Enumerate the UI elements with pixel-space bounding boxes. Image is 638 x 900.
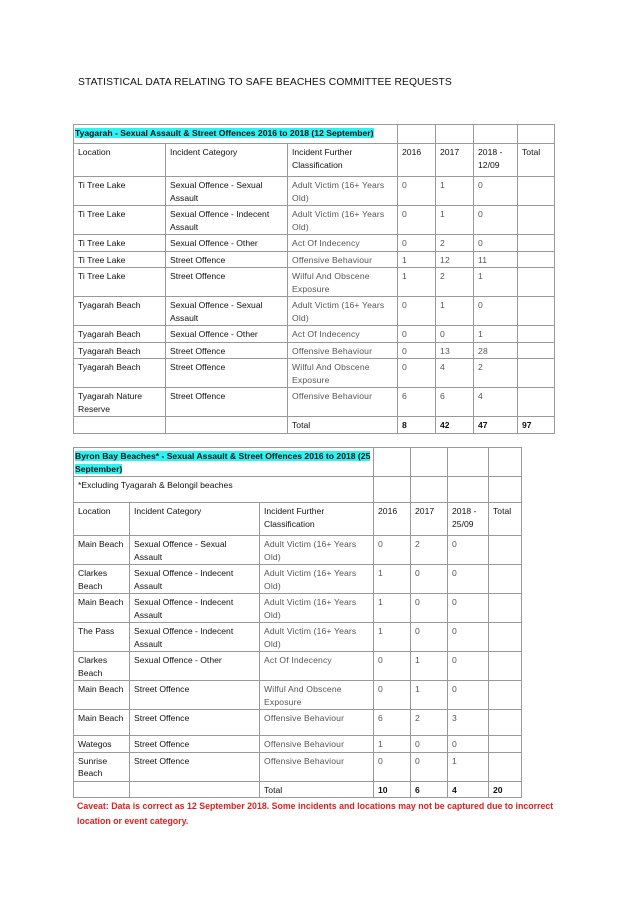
location-cell: Main Beach (74, 536, 130, 565)
value-2017-cell: 1 (411, 652, 448, 681)
value-2017-cell: 2 (436, 268, 474, 297)
empty-cell (489, 448, 522, 477)
value-2016-cell: 0 (398, 235, 436, 252)
total-cell (518, 206, 555, 235)
total-cell (518, 251, 555, 268)
table-row (74, 652, 522, 681)
value-2018-cell: 0 (448, 652, 489, 681)
value-2017-cell: 1 (436, 206, 474, 235)
value-2017-cell: 2 (436, 235, 474, 252)
value-2018-cell: 3 (448, 710, 489, 736)
table-row (74, 388, 555, 417)
value-2017-cell: 13 (436, 342, 474, 359)
value-2017-cell: 2 (411, 536, 448, 565)
category-cell: Sexual Offence - Indecent Assault (130, 594, 260, 623)
value-2016-cell: 0 (374, 752, 411, 781)
total-value: 97 (518, 417, 555, 434)
value-2017-cell: 1 (436, 177, 474, 206)
total-cell (518, 297, 555, 326)
value-2016-cell: 0 (398, 177, 436, 206)
value-2016-cell: 1 (374, 623, 411, 652)
location-cell: Ti Tree Lake (74, 268, 166, 297)
empty-cell (166, 417, 288, 434)
value-2018-cell: 0 (474, 235, 518, 252)
category-cell: Sexual Offence - Other (166, 235, 288, 252)
location-cell: Tyagarah Beach (74, 326, 166, 343)
value-2018-cell: 1 (474, 326, 518, 343)
value-2018-cell: 0 (448, 681, 489, 710)
classification-cell: Act Of Indecency (288, 326, 398, 343)
empty-cell (448, 477, 489, 503)
document-title: STATISTICAL DATA RELATING TO SAFE BEACHES COMMITTEE REQUESTS (78, 77, 452, 88)
column-header: Incident Category (130, 503, 260, 536)
column-header: 2016 (374, 503, 411, 536)
location-cell: Clarkes Beach (74, 565, 130, 594)
category-cell: Street Offence (130, 710, 260, 736)
empty-cell (398, 125, 436, 144)
location-cell: Tyagarah Beach (74, 297, 166, 326)
table-row (74, 536, 522, 565)
category-cell: Street Offence (166, 251, 288, 268)
value-2016-cell: 0 (398, 342, 436, 359)
location-cell: Sunrise Beach (74, 752, 130, 781)
location-cell: Tyagarah Nature Reserve (74, 388, 166, 417)
value-2018-cell: 4 (474, 388, 518, 417)
column-header: 2018 - 25/09 (448, 503, 489, 536)
value-2018-cell: 0 (448, 594, 489, 623)
category-cell: Sexual Offence - Indecent Assault (130, 565, 260, 594)
classification-cell: Act Of Indecency (260, 652, 374, 681)
value-2016-cell: 0 (374, 681, 411, 710)
table-row (74, 251, 555, 268)
value-2016-cell: 6 (398, 388, 436, 417)
column-header: Location (74, 503, 130, 536)
table-row (74, 297, 555, 326)
classification-cell: Act Of Indecency (288, 235, 398, 252)
classification-cell: Adult Victim (16+ Years Old) (288, 297, 398, 326)
category-cell: Sexual Offence - Sexual Assault (166, 177, 288, 206)
category-cell: Street Offence (166, 268, 288, 297)
location-cell: Clarkes Beach (74, 652, 130, 681)
table-heading (74, 448, 374, 477)
total-cell (518, 235, 555, 252)
total-cell (489, 536, 522, 565)
total-value: 42 (436, 417, 474, 434)
total-cell (489, 736, 522, 753)
value-2018-cell: 2 (474, 359, 518, 388)
total-value: 10 (374, 781, 411, 798)
category-cell: Street Offence (166, 342, 288, 359)
total-cell (489, 565, 522, 594)
value-2017-cell: 0 (436, 326, 474, 343)
total-value: 8 (398, 417, 436, 434)
total-cell (489, 681, 522, 710)
classification-cell: Adult Victim (16+ Years Old) (260, 623, 374, 652)
empty-cell (374, 448, 411, 477)
column-header: Location (74, 144, 166, 177)
value-2017-cell: 0 (411, 565, 448, 594)
category-cell: Street Offence (130, 681, 260, 710)
table-row (74, 736, 522, 753)
category-cell: Sexual Offence - Sexual Assault (130, 536, 260, 565)
empty-cell (130, 781, 260, 798)
category-cell: Sexual Offence - Other (166, 326, 288, 343)
category-cell: Street Offence (166, 359, 288, 388)
classification-cell: Offensive Behaviour (260, 736, 374, 753)
value-2018-cell: 28 (474, 342, 518, 359)
value-2017-cell: 1 (411, 681, 448, 710)
value-2016-cell: 1 (398, 251, 436, 268)
table-note-row (74, 477, 522, 503)
location-cell: Tyagarah Beach (74, 342, 166, 359)
empty-cell (411, 448, 448, 477)
location-cell: Ti Tree Lake (74, 251, 166, 268)
total-cell (518, 359, 555, 388)
value-2016-cell: 0 (374, 652, 411, 681)
classification-cell: Adult Victim (16+ Years Old) (288, 177, 398, 206)
value-2016-cell: 0 (398, 297, 436, 326)
value-2016-cell: 0 (398, 326, 436, 343)
category-cell: Street Offence (166, 388, 288, 417)
value-2018-cell: 0 (474, 206, 518, 235)
classification-cell: Offensive Behaviour (288, 388, 398, 417)
value-2018-cell: 0 (448, 536, 489, 565)
total-value: 47 (474, 417, 518, 434)
value-2017-cell: 0 (411, 623, 448, 652)
total-label: Total (288, 417, 398, 434)
total-cell (518, 342, 555, 359)
value-2018-cell: 0 (474, 297, 518, 326)
location-cell: Main Beach (74, 594, 130, 623)
location-cell: Wategos (74, 736, 130, 753)
column-header: 2018 - 12/09 (474, 144, 518, 177)
empty-cell (411, 477, 448, 503)
total-cell (489, 594, 522, 623)
column-header: 2017 (436, 144, 474, 177)
total-row (74, 781, 522, 798)
table-row (74, 681, 522, 710)
classification-cell: Adult Victim (16+ Years Old) (260, 536, 374, 565)
table-row (74, 359, 555, 388)
tyagarah-table (73, 124, 555, 434)
total-cell (489, 752, 522, 781)
table-row (74, 177, 555, 206)
category-cell: Street Offence (130, 736, 260, 753)
table-heading-text: Byron Bay Beaches* - Sexual Assault & Street Offences 2016 to 2018 (25 September) (75, 451, 371, 474)
value-2017-cell: 2 (411, 710, 448, 736)
table-row (74, 710, 522, 736)
total-cell (518, 177, 555, 206)
table-heading-row (74, 448, 522, 477)
value-2018-cell: 0 (448, 565, 489, 594)
classification-cell: Wilful And Obscene Exposure (288, 359, 398, 388)
table-row (74, 594, 522, 623)
location-cell: The Pass (74, 623, 130, 652)
column-header-row (74, 144, 555, 177)
table-row (74, 326, 555, 343)
classification-cell: Offensive Behaviour (288, 342, 398, 359)
column-header-row (74, 503, 522, 536)
classification-cell: Adult Victim (16+ Years Old) (260, 594, 374, 623)
value-2018-cell: 1 (448, 752, 489, 781)
empty-cell (489, 477, 522, 503)
table-row (74, 623, 522, 652)
table-row (74, 752, 522, 781)
value-2017-cell: 0 (411, 752, 448, 781)
category-cell: Sexual Offence - Indecent Assault (166, 206, 288, 235)
total-cell (518, 326, 555, 343)
table-row (74, 342, 555, 359)
value-2017-cell: 4 (436, 359, 474, 388)
empty-cell (74, 417, 166, 434)
column-header: Total (518, 144, 555, 177)
table-heading (74, 125, 398, 144)
location-cell: Main Beach (74, 681, 130, 710)
table-heading-row (74, 125, 555, 144)
byron-bay-table (73, 447, 522, 798)
location-cell: Ti Tree Lake (74, 235, 166, 252)
location-cell: Tyagarah Beach (74, 359, 166, 388)
column-header: Incident Category (166, 144, 288, 177)
value-2018-cell: 0 (448, 736, 489, 753)
classification-cell: Offensive Behaviour (260, 710, 374, 736)
classification-cell: Wilful And Obscene Exposure (288, 268, 398, 297)
column-header: Total (489, 503, 522, 536)
value-2016-cell: 0 (398, 359, 436, 388)
location-cell: Ti Tree Lake (74, 206, 166, 235)
value-2018-cell: 11 (474, 251, 518, 268)
value-2018-cell: 0 (448, 623, 489, 652)
empty-cell (474, 125, 518, 144)
total-value: 4 (448, 781, 489, 798)
table-row (74, 235, 555, 252)
total-cell (489, 710, 522, 736)
value-2016-cell: 1 (374, 736, 411, 753)
classification-cell: Offensive Behaviour (288, 251, 398, 268)
location-cell: Main Beach (74, 710, 130, 736)
empty-cell (448, 448, 489, 477)
category-cell: Street Offence (130, 752, 260, 781)
total-value: 20 (489, 781, 522, 798)
category-cell: Sexual Offence - Indecent Assault (130, 623, 260, 652)
total-row (74, 417, 555, 434)
total-label: Total (260, 781, 374, 798)
classification-cell: Adult Victim (16+ Years Old) (260, 565, 374, 594)
value-2018-cell: 0 (474, 177, 518, 206)
empty-cell (518, 125, 555, 144)
table-row (74, 206, 555, 235)
table-row (74, 268, 555, 297)
empty-cell (436, 125, 474, 144)
column-header: 2017 (411, 503, 448, 536)
total-cell (489, 652, 522, 681)
total-cell (518, 268, 555, 297)
value-2016-cell: 0 (374, 536, 411, 565)
value-2017-cell: 12 (436, 251, 474, 268)
value-2018-cell: 1 (474, 268, 518, 297)
total-cell (489, 623, 522, 652)
value-2017-cell: 0 (411, 736, 448, 753)
classification-cell: Wilful And Obscene Exposure (260, 681, 374, 710)
table-heading-text: Tyagarah - Sexual Assault & Street Offences 2016 to 2018 (12 September) (75, 128, 374, 138)
location-cell: Ti Tree Lake (74, 177, 166, 206)
classification-cell: Offensive Behaviour (260, 752, 374, 781)
table-note: *Excluding Tyagarah & Belongil beaches (74, 477, 374, 503)
total-cell (518, 388, 555, 417)
value-2016-cell: 1 (374, 565, 411, 594)
value-2016-cell: 1 (398, 268, 436, 297)
classification-cell: Adult Victim (16+ Years Old) (288, 206, 398, 235)
value-2017-cell: 1 (436, 297, 474, 326)
column-header: Incident Further Classification (288, 144, 398, 177)
caveat-note: Caveat: Data is correct as 12 September 2018. Some incidents and locations may not be captured due to incorrect location or event category. (77, 801, 554, 826)
value-2016-cell: 0 (398, 206, 436, 235)
value-2016-cell: 6 (374, 710, 411, 736)
column-header: 2016 (398, 144, 436, 177)
value-2017-cell: 0 (411, 594, 448, 623)
table-row (74, 565, 522, 594)
empty-cell (74, 781, 130, 798)
value-2017-cell: 6 (436, 388, 474, 417)
empty-cell (374, 477, 411, 503)
category-cell: Sexual Offence - Other (130, 652, 260, 681)
value-2016-cell: 1 (374, 594, 411, 623)
category-cell: Sexual Offence - Sexual Assault (166, 297, 288, 326)
column-header: Incident Further Classification (260, 503, 374, 536)
total-value: 6 (411, 781, 448, 798)
